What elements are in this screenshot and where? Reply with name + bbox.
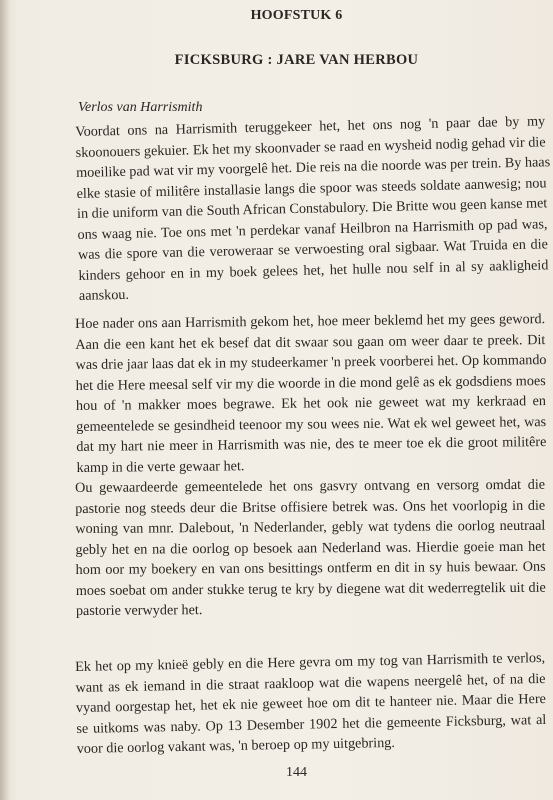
text-line: moes soebat om ander stukke terug te kry by diegene wat dit wederregtelik uit die <box>75 579 546 599</box>
text-line: kinders gehoor en in my boek gelees het, het hulle nou self in al sy aakligheid <box>78 256 549 284</box>
text-line: Voordat ons na Harrismith teruggekeer het, het ons nog 'n paar dae by my <box>75 113 546 140</box>
text-line: se uitkoms was naby. Op 13 Desember 1902 het die gemeente Ficksburg, wat al <box>76 711 547 737</box>
chapter-heading: HOOFSTUK 6 <box>250 8 343 23</box>
text-line: pastorie verwyder het. <box>75 602 203 619</box>
text-line: in die uniform van die South African Constabulory. Die Britte wou geen kanse met <box>76 195 548 222</box>
page-number: 144 <box>286 765 307 780</box>
text-line: Ou gewaardeerde gemeentelede het ons gasvry ontvang en versorg omdat die <box>75 476 546 496</box>
paragraph-1 <box>75 111 549 306</box>
text-line: gemeentelede se gesindheid teenoor my sou wees nie. Wat ek wel geweet het, was <box>76 413 547 435</box>
text-line: hom oor my boekery en van ons besittings ontferm en dit in sy huis bewaar. Ons <box>75 558 546 578</box>
text-line: Hoe nader ons aan Harrismith gekom het, hoe meer beklemd het my gees geword. <box>75 311 546 332</box>
text-line: woning van mnr. Dalebout, 'n Nederlander, gebly wat tydens die oorlog neutraal <box>75 517 546 537</box>
text-line: kamp in die verte gewaar het. <box>76 457 245 476</box>
text-line: was die spore van die veroweraar se verwoesting oral sigbaar. Wat Truida en die <box>77 236 549 263</box>
paragraph-3 <box>75 475 546 622</box>
text-line: want as ek iemand in die straat raakloop wat die wapens neergelê het, of na die <box>75 670 546 696</box>
text-line: hou of 'n makker moes begrawe. Ek het ook nie geweet wat my kerkraad en <box>75 393 547 414</box>
text-line: skoonouers gekuier. Ek het my skoonvader se raad en wysheid nodig gehad vir die <box>75 133 546 161</box>
text-line: vyand oorgestap het, het ek nie geweet hoe om dit te hanteer nie. Maar die Here <box>75 690 547 716</box>
chapter-title: FICKSBURG : JARE VAN HERBOU <box>174 52 419 68</box>
page-gutter-shadow <box>0 0 10 800</box>
paragraph-4 <box>75 648 547 760</box>
text-line: het die Here meesal self vir my die woorde in die mond gelê as ek godsdiens moes <box>75 372 546 394</box>
text-line: voor die oorlog vakant was, 'n beroep op my uitgebring. <box>76 734 396 757</box>
text-line: aanskou. <box>78 286 130 304</box>
text-line: was drie jaar laas dat ek in my studeerkamer 'n preek voorberei het. Op kommando <box>75 352 547 373</box>
text-line: ons waag nie. Toe ons met 'n perdekar vanaf Heilbron na Harrismith op pad was, <box>77 215 548 243</box>
section-subtitle: Verlos van Harrismith <box>78 100 203 115</box>
text-line: Ek het op my knieë gebly en die Here gevra om my tog van Harrismith te verlos, <box>75 649 546 675</box>
text-line: gebly het en na die oorlog op besoek aan Nederland was. Hierdie goeie man het <box>75 538 546 558</box>
text-line: pastorie nog steeds deur die Britse offisiere betrek was. Ons het voorlopig in die <box>75 497 546 517</box>
text-line: Aan die een kant het ek besef dat dit swaar sou gaan om weer daar te preek. Dit <box>75 331 546 353</box>
text-line: dat my hart nie meer in Harrismith was nie, des te meer toe ek die groot militêre <box>76 434 547 455</box>
text-line: moeilike pad wat vir my voorgelê het. Die reis na die noorde was per trein. By haas <box>75 154 551 181</box>
paragraph-2 <box>75 309 547 478</box>
text-line: elke stasie of militêre installasie langs die spoor was steeds soldate aanwesig; nou <box>76 174 547 202</box>
